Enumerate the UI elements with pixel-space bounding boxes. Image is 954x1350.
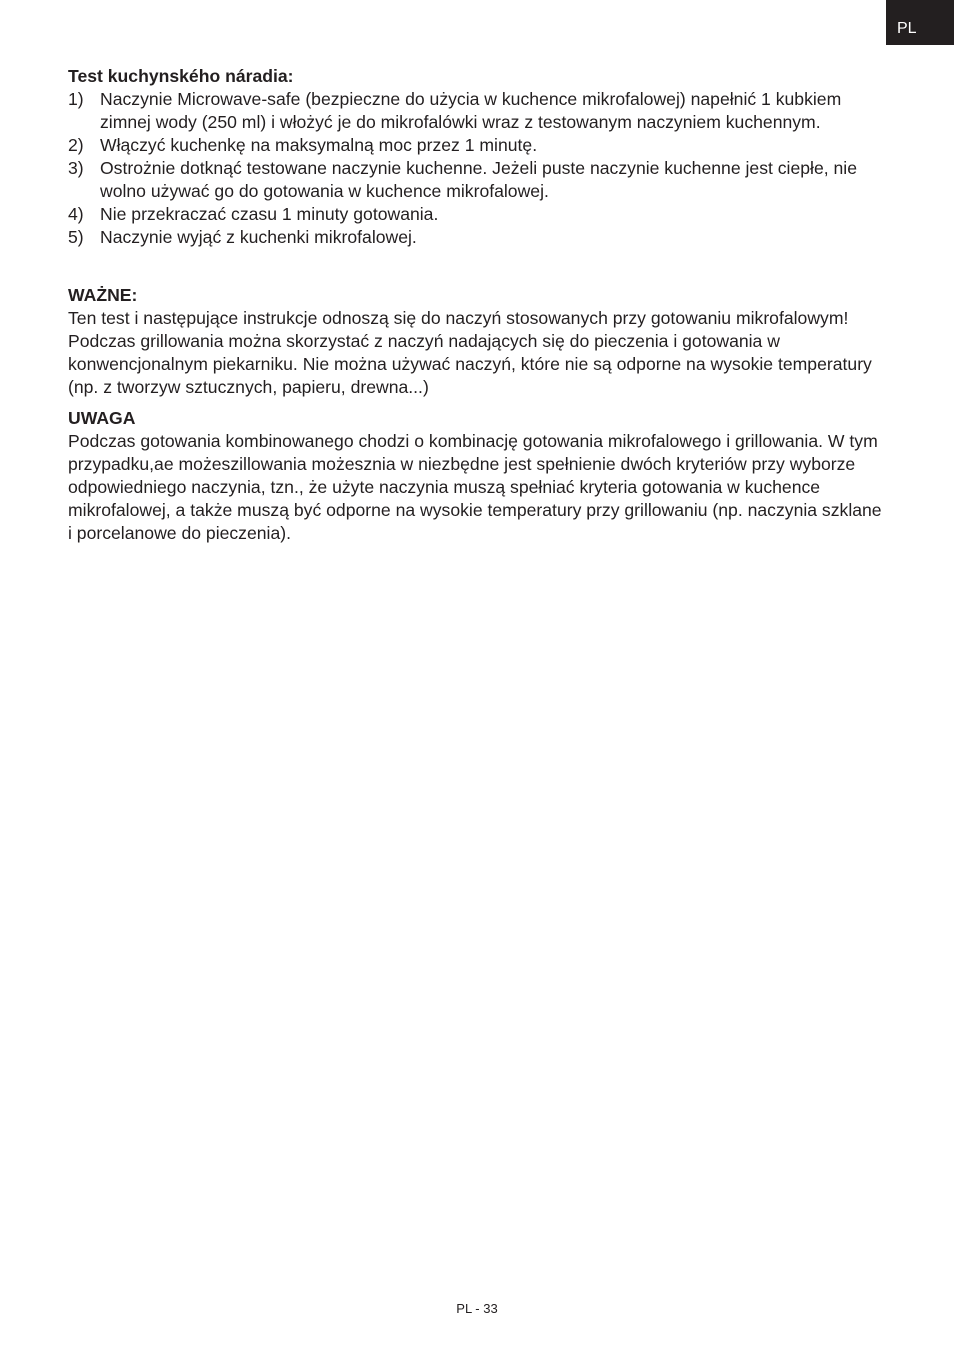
list-item-number: 3) (68, 158, 84, 178)
list-item-number: 1) (68, 89, 84, 109)
important-heading: WAŻNE: (68, 285, 138, 305)
note-text: Podczas gotowania kombinowanego chodzi o kombinację gotowania mikrofalowego i grillowania. W tym przypadku,ae możeszillowania możesznia w niezbędne jest spełnienie dwóch kryteriów przy wyborze odpowiedniego naczynia, tzn., że użyte naczynia muszą spełniać kryteria gotowania w kuchence mikrofalowej, a także muszą być odporne na wysokie temperatury przy grillowaniu (np. naczynia szklane i porcelanowe do pieczenia). (68, 431, 882, 543)
list-item-number: 4) (68, 204, 84, 224)
list-item-text: Naczynie wyjąć z kuchenki mikrofalowej. (100, 227, 417, 247)
list-item-text: Włączyć kuchenkę na maksymalną moc przez 1 minutę. (100, 135, 538, 155)
note-section (68, 407, 883, 545)
list-item (68, 88, 883, 134)
test-steps-list (68, 88, 883, 249)
note-heading: UWAGA (68, 408, 136, 428)
list-item (68, 203, 883, 226)
important-text: Ten test i następujące instrukcje odnoszą się do naczyń stosowanych przy gotowaniu mikrofalowym! Podczas grillowania można skorzystać z naczyń nadających się do pieczenia i gotowania w konwencjonalnym piekarniku. Nie można używać naczyń, które nie są odporne na wysokie temperatury (np. z tworzyw sztucznych, papieru, drewna...) (68, 308, 872, 397)
page-number: PL - 33 (456, 1301, 498, 1316)
page-content (68, 65, 883, 545)
list-item-number: 2) (68, 135, 84, 155)
list-item (68, 226, 883, 249)
list-item (68, 157, 883, 203)
list-item-text: Nie przekraczać czasu 1 minuty gotowania. (100, 204, 439, 224)
kitchenware-test-section (68, 65, 883, 249)
list-item-text: Ostrożnie dotknąć testowane naczynie kuchenne. Jeżeli puste naczynie kuchenne jest ciepłe, nie wolno używać go do gotowania w kuchence mikrofalowej. (100, 158, 857, 201)
important-section (68, 284, 883, 399)
language-tab: PL (886, 0, 954, 45)
test-heading: Test kuchynského náradia: (68, 66, 294, 86)
list-item-text: Naczynie Microwave-safe (bezpieczne do użycia w kuchence mikrofalowej) napełnić 1 kubkiem zimnej wody (250 ml) i włożyć je do mikrofalówki wraz z testowanym naczyniem kuchennym. (100, 89, 842, 132)
list-item (68, 134, 883, 157)
list-item-number: 5) (68, 227, 84, 247)
